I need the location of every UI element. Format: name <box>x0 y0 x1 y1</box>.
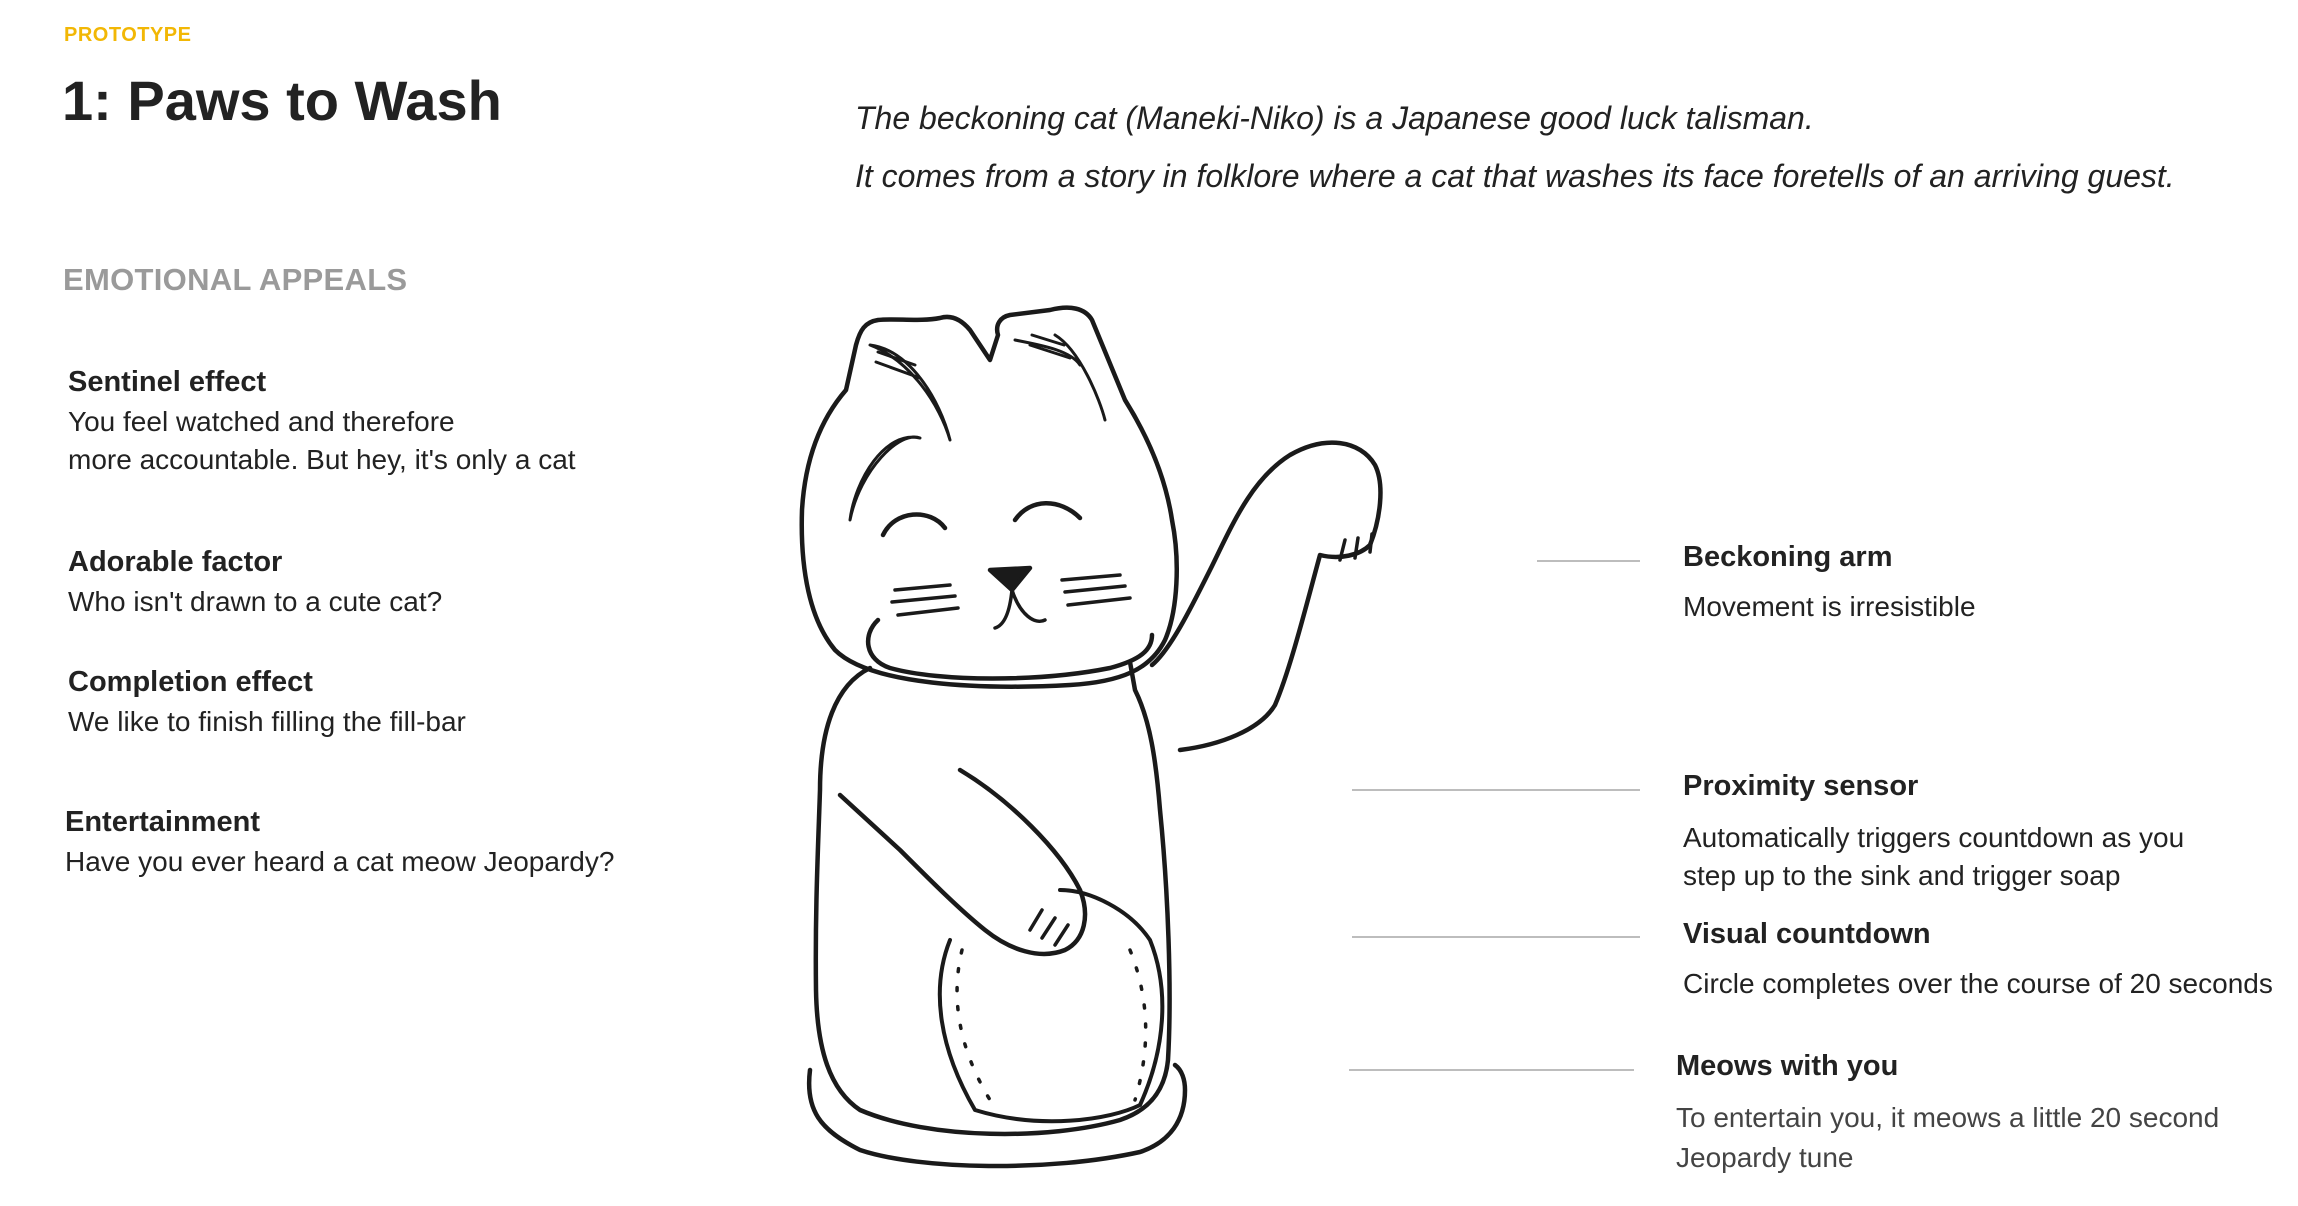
feature-desc: Circle completes over the course of 20 seconds <box>1683 968 2273 999</box>
feature-callout <box>1683 541 1976 626</box>
feature-title: Proximity sensor <box>1683 770 1919 802</box>
leader-line <box>1352 936 1640 938</box>
intro-line-1: The beckoning cat (Maneki-Niko) is a Japanese good luck talisman. <box>855 100 1814 136</box>
feature-callout <box>1683 918 2273 1003</box>
appeal-title: Entertainment <box>65 806 260 838</box>
appeal-desc: You feel watched and therefore <box>68 406 455 437</box>
appeal-desc: We like to finish filling the fill-bar <box>68 706 466 737</box>
appeal-item <box>68 666 466 741</box>
feature-desc: Movement is irresistible <box>1683 591 1976 622</box>
leader-line <box>1349 1069 1634 1071</box>
feature-title: Visual countdown <box>1683 918 1931 950</box>
eyebrow-label: PROTOTYPE <box>64 24 192 46</box>
feature-title: Meows with you <box>1676 1050 1899 1082</box>
appeal-desc: Who isn't drawn to a cute cat? <box>68 586 443 617</box>
feature-desc: To entertain you, it meows a little 20 second <box>1676 1102 2220 1133</box>
feature-callout <box>1676 1050 2219 1177</box>
appeal-desc: Have you ever heard a cat meow Jeopardy? <box>65 846 615 877</box>
appeal-item <box>68 546 442 621</box>
page-title: 1: Paws to Wash <box>62 69 502 132</box>
leader-line <box>1352 789 1640 791</box>
appeal-title: Completion effect <box>68 666 313 698</box>
appeal-item <box>68 366 576 479</box>
leader-line <box>1537 560 1640 562</box>
feature-desc: step up to the sink and trigger soap <box>1683 860 2121 891</box>
appeal-title: Adorable factor <box>68 546 283 578</box>
section-heading: EMOTIONAL APPEALS <box>63 262 408 297</box>
appeal-item <box>65 806 614 881</box>
appeal-title: Sentinel effect <box>68 366 267 398</box>
intro-line-2: It comes from a story in folklore where a cat that washes its face foretells of an arriving guest. <box>855 158 2175 194</box>
feature-title: Beckoning arm <box>1683 541 1893 573</box>
maneki-neko-illustration <box>780 290 1520 1200</box>
feature-callout <box>1683 770 2184 895</box>
feature-desc: Jeopardy tune <box>1676 1142 1854 1173</box>
appeal-desc: more accountable. But hey, it's only a cat <box>68 444 576 475</box>
feature-desc: Automatically triggers countdown as you <box>1683 822 2185 853</box>
